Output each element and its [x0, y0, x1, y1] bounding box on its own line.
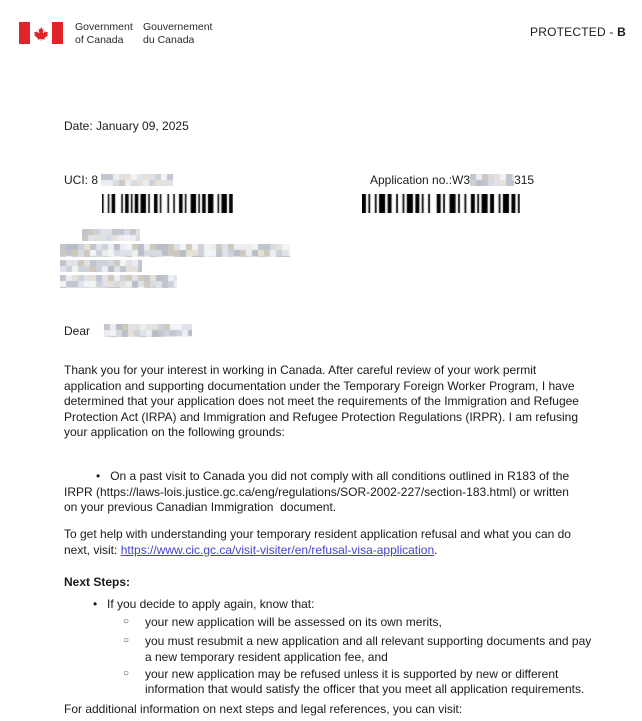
- maple-leaf-icon: [34, 26, 49, 41]
- apply-again-bullet: [64, 597, 603, 613]
- text-line: determined that your application does not meet the requirements of the Immigration and Refugee: [64, 394, 579, 408]
- salutation-line: [64, 324, 192, 340]
- uci-label: UCI: 8: [64, 173, 99, 187]
- text-line: your new application will be assessed on its own merits,: [145, 615, 442, 629]
- bullet-icon: •: [93, 597, 98, 611]
- text-line: on your previous Canadian Immigration document.: [64, 500, 337, 514]
- sub-bullet: [64, 667, 603, 698]
- application-number-line: [370, 173, 534, 189]
- circle-bullet-icon: ○: [123, 667, 130, 679]
- date-line: [64, 119, 189, 135]
- text-line: a new temporary resident application fee, and: [145, 649, 388, 664]
- footer-line: For additional information on next steps and legal references, you can visit:: [64, 702, 463, 716]
- application-barcode: [362, 194, 520, 213]
- sub-bullet-list: [64, 615, 603, 698]
- circle-bullet-icon: ○: [123, 635, 130, 646]
- wordmark-french: Gouvernement du Canada: [143, 21, 213, 46]
- salutation-label: Dear: [64, 324, 91, 338]
- text-line: your application on the following grounds:: [64, 425, 285, 439]
- text-line: • On a past visit to Canada you did not comply with all conditions outlined in R183 of the: [96, 469, 570, 483]
- text-line: next, visit: https://www.cic.gc.ca/visit-visiter/en/refusal-visa-application.: [64, 542, 438, 557]
- circle-bullet-icon: ○: [123, 616, 130, 627]
- intro-paragraph: [64, 363, 603, 441]
- help-paragraph: [64, 527, 603, 558]
- text-line: Thank you for your interest in working in Canada. After careful review of your work permit: [64, 363, 537, 377]
- text-line: To get help with understanding your temporary resident application refusal and what you can do: [64, 527, 571, 541]
- date-label: Date:: [64, 119, 97, 133]
- text-line: your new application may be refused unless it is supported by new or different: [145, 666, 559, 681]
- uci-line: [64, 173, 173, 189]
- text-line: If you decide to apply again, know that:: [107, 597, 315, 611]
- classification-badge: PROTECTED - B: [530, 25, 626, 39]
- sub-bullet: [64, 615, 603, 631]
- next-steps-heading: Next Steps:: [64, 575, 131, 589]
- wordmark-english: Government of Canada: [75, 21, 133, 46]
- application-label: Application no.:W3: [370, 173, 471, 187]
- classification-level: B: [617, 25, 626, 39]
- uci-redaction: [101, 174, 173, 186]
- sub-bullet: [64, 634, 603, 665]
- salutation-name-redaction: [104, 324, 192, 337]
- text-line: Protection Act (IRPA) and Immigration and Refugee Protection Regulations (IRPR). I am refusing: [64, 409, 579, 424]
- refusal-help-link[interactable]: https://www.cic.gc.ca/visit-visiter/en/refusal-visa-application: [120, 542, 435, 557]
- text-line: IRPR (https://laws-lois.justice.gc.ca/eng/regulations/SOR-2002-227/section-183.html) or written: [64, 484, 569, 499]
- canada-flag-icon: [19, 22, 63, 44]
- text-line: information that would satisfy the officer that you meet all application requirements.: [145, 682, 585, 696]
- address-block: [60, 229, 290, 291]
- address-redaction-line: [60, 260, 142, 272]
- date-value: January 09, 2025: [96, 119, 189, 133]
- address-redaction-line: [82, 229, 140, 241]
- text-line: application and supporting documentation under the Temporary Foreign Worker Program, I have: [64, 378, 575, 393]
- application-suffix: 315: [514, 173, 535, 187]
- text-line: you must resubmit a new application and all relevant supporting documents and pay: [145, 634, 592, 648]
- address-redaction-line: [60, 275, 177, 288]
- uci-barcode: [102, 194, 233, 213]
- refusal-ground-bullet: [64, 469, 603, 516]
- address-redaction-line: [60, 244, 290, 257]
- application-redaction: [470, 174, 514, 186]
